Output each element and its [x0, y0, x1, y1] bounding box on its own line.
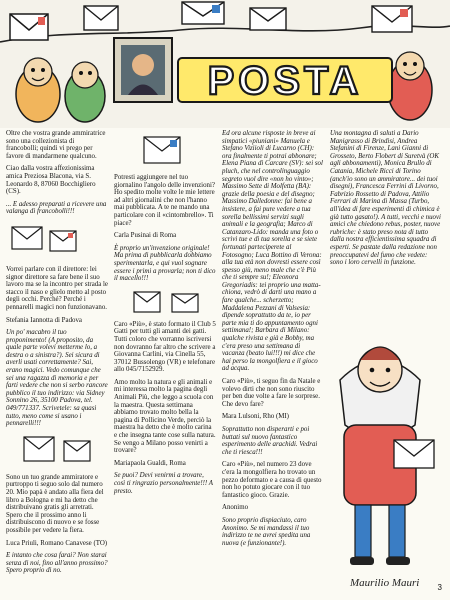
letter-text: Ciao dalla vostra affezionissima amica Preziosa Blacona, via S. Leonardo 8, 87060 Bocchigliero (CS).: [6, 165, 96, 196]
stamp-picture: [114, 38, 172, 102]
envelope-icon: [84, 6, 118, 30]
letters-column-2: [114, 130, 216, 500]
editor-reply: Ed ora alcune risposte in breve ai simpatici «piuniani» Manuela e Stefano Viziioli di Lucarno (CH): ora finalmente ti potrai abbonare; Elena Piana di Carcare (SV): sei sol pluch, che nel controlinguaggio segreto vuol dire «non ho vinto»; Massimo Sette di Molfetta (BA): grazie della poesia e del disegno; Massimo Dalledonne: fai bene a insistere, a fai pure vedere a tua sorella bellissimi servizi sugli animali e la geografia; Marco di Catanzaro-Lido: manda una foto o scrivi tue e di tua sorella e se siete fortunati parteciperete al Fotosogno; Luca Bottino di Verona: alla tua età non dovresti essere così spesso giù, meno male che c'è Più che ti sempre su!; Eleonora Gregoriadis: tei proprio una matta-chiona, vedrò di darti una mano a fare qualche... scherzetto; Maddalena Pezzani di Valsesia: dipende soprattutto da te, io per parte mia ti do appuntamento ogni settimana!; Barbara di Milano: qualche rivista e già e Bobby, ma c'era preso una settimana di vacanza (beato lui!!!) mi dice che hai perso la mongolfiera e il gioco ad acqua.: [222, 130, 323, 373]
letter-text: Anonimo: [222, 504, 249, 512]
letter-text: Mara Lulsoni, Rho (MI): [222, 413, 289, 421]
editor-reply: Un po' macabro il tuo proponimento! (A proposito, da quale parte volevi metterme lo, a destra o a sinistra?). Sei sicura di averli usati correttamente? Sai, erano magici. Vedo comunque che sei una ragazza di memoria e per farti vedere che non si serbo rancore pubblico il tuo indirizzo: via Sidney Sonnino 26, 35100 Padova, tel. 049/771337. Scrivetele: sa quasi tutto, meno come si usano i pennarelli!!!: [6, 329, 108, 428]
letter-text: Caro «Più», ti seguo fin da Natale e volevo dirti che non sono riuscito per ben due volte a fare le sorprese. Che devo fare?: [222, 378, 321, 408]
editor-reply: Soprattutto non disperarti e poi buttati sul nuovo fantastico esperimento delle arachidi. Vedrai che ti riesca!!!: [222, 425, 318, 456]
posta-title: [178, 58, 392, 103]
editor-reply: Sono proprio dispiaciuto, caro Anonimo. Se mi mandassi il tuo indirizzo te ne avrei spedita una nuova (e funzionante!).: [222, 516, 311, 547]
letter-text: Mariapaola Gualdi, Roma: [114, 459, 186, 467]
editor-reply: Se puoi? Devi venirmi a trovare, così ti ringrazio personalmente!!! A presto.: [114, 472, 213, 495]
envelope-icon: [182, 2, 224, 24]
envelope-icon: [372, 6, 412, 32]
letter-text: Amo molto la natura e gli animali e mi interessa molto la pagina degli Animali Più, che leggo a scuola con la maestra. Questa settimana abbiamo trovato molto bella la pagina di Pollicino Verde, perciò la maestra ha detto che è molto carina e che insegna tante cose sulla natura. Se vengo a Milano posso venirti a trovare?: [114, 378, 216, 455]
letters-column-3: [222, 130, 324, 552]
banner-illustration: [0, 0, 450, 128]
letter-text: Stefania Iannotta di Padova: [6, 316, 82, 324]
signature: Maurilio Mauri: [350, 577, 420, 589]
letter-text: Vorrei parlare con il direttore: lei signor direttore sa fare bene il suo lavoro ma se la incontro per strada le stacco il naso e glielo metto al posto degli occhi. Perché? Perché i pennarelli magici non funzionavano.: [6, 265, 108, 311]
editor-reply: È proprio un'invenzione originale! Ma prima di pubblicarla dobbiamo sperimentarla, e qui vuol sognare essere i primi a provarla; non ti dico il macello!!!: [114, 244, 216, 283]
editor-reply: ... E adesso preparati a ricevere una valanga di francobolli!!!: [6, 200, 107, 216]
mailman-illustration: [320, 300, 448, 590]
letter-text: Caro «Più», è stato formato il Club 5 Gatti per tutti gli amanti dei gatti. Tutti coloro che vorranno iscriversi non dovranno far altro che scrivere a Giovanna Carlini, via Cinella 55, 37012 Bussolengo (VR) e telefonare allo 045/7152929.: [114, 320, 216, 374]
letters-column-4: [330, 130, 442, 272]
page-number: 3: [437, 583, 442, 592]
editor-reply: E intanto che cosa farai? Non starai senza di noi, fino all'anno prossimo? Spero proprio di no.: [6, 552, 108, 575]
letter-text: Oltre che vostra grande ammiratrice sono una collezionista di francobolli; quindi vi prego per favore di mandarmene qualcuno.: [6, 130, 106, 160]
envelope-illustration: [6, 221, 108, 261]
envelope-icon: [250, 8, 286, 30]
letter-text: Caro «Più», nel numero 23 dove c'era la mongolfiera ho trovato un pezzo deformato e a causa di questo non ho potuto giocare con il tuo fantastico gioco. Grazie.: [222, 461, 322, 499]
letter-text: Luca Priuli, Romano Canavese (TO): [6, 539, 108, 547]
envelope-illustration: [114, 133, 216, 169]
letter-text: Sono un tuo grande ammiratore e purtroppo ti seguo solo dal numero 20. Mio papà è andato alla fiera del libro a Bologna e mi ha detto che distribuivano gratis gli arretrati. Spero che il prossimo anno li distribuiscono di nuovo e se fosse possibile per vedere la fiera.: [6, 473, 104, 534]
envelope-illustration: [6, 433, 108, 469]
page-title: POSTA: [207, 59, 363, 103]
letter-text: Potresti aggiungere nel tuo giornalino l'angolo delle invenzioni? Ho spedito molte volte le mie lettere ad altri giornalini che non l'hanno mai pubblicata. A te ne mando una particolare con il «cintombrello». Ti piace?: [114, 174, 215, 227]
envelope-icon: [10, 14, 48, 40]
editor-reply: Una montagna di saluti a Dario Manigrasso di Brindisi, Andrea Stefanini di Firenze, Lani Gianni di Grosseto, Berto Flobert di Suretvà (OK agli abbonamenti), Monica Brullo di Catania, Michele Ricci di Torino (anch'io sono un ammiratore... dei tuoi disegni), Francesca Ferrini di Livorno, Fabrizio Rossetto di Padova, Attilio Ferrari di Marina di Massa (Turbo, all'idea di fare esperimenti di chimica è già tutto gasato!). A tutti, vecchi e nuovi amici che chiedono rebus, poster, nuove rubriche: è stato preso nota di tutto dalla nostra efficientissima squadra di esperti. Se pastate dalla redazione non preoccupatevi del fumo che vedete: sono i loro cervelli in funzione.: [330, 130, 441, 267]
header-banner: [0, 0, 450, 128]
letters-column-1: [6, 130, 108, 580]
letter-text: Carla Pusinai di Roma: [114, 232, 177, 240]
envelope-illustration: [114, 288, 216, 316]
